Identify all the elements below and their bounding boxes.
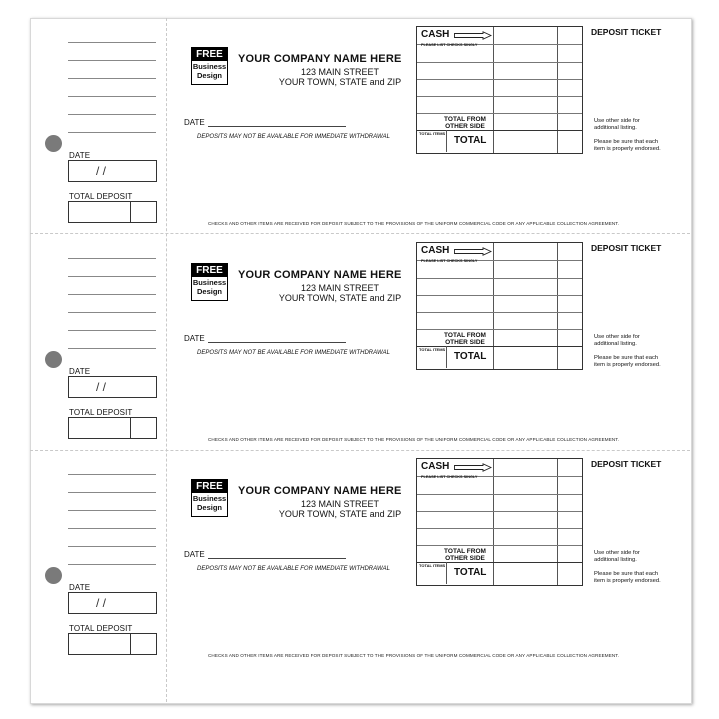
withdrawal-notice: DEPOSITS MAY NOT BE AVAILABLE FOR IMMEDIATE WITHDRAWAL bbox=[197, 134, 390, 140]
endorsement-note: Please be sure that each item is properly endorsed. bbox=[594, 139, 661, 152]
binder-hole bbox=[45, 135, 62, 152]
company-city-state-zip: YOUR TOWN, STATE and ZIP bbox=[278, 293, 402, 303]
stub-line[interactable] bbox=[68, 114, 156, 115]
total-items-label: TOTAL ITEMS bbox=[419, 563, 446, 568]
stub-total-deposit-field[interactable] bbox=[68, 417, 157, 439]
company-city-state-zip: YOUR TOWN, STATE and ZIP bbox=[278, 509, 402, 519]
stub-line[interactable] bbox=[68, 60, 156, 61]
legal-notice: CHECKS AND OTHER ITEMS ARE RECEIVED FOR DEPOSIT SUBJECT TO THE PROVISIONS OF THE UNIFORM COMMERCIAL CODE OR ANY APPLICABLE COLLECTION AGREEMENT. bbox=[208, 437, 620, 442]
company-street: 123 MAIN STREET bbox=[300, 283, 380, 293]
binder-hole bbox=[45, 351, 62, 368]
cash-label: CASH bbox=[421, 29, 450, 40]
company-name: YOUR COMPANY NAME HERE bbox=[238, 269, 402, 281]
deposit-ticket-title: DEPOSIT TICKET bbox=[591, 243, 662, 253]
arrow-right-icon bbox=[454, 463, 492, 472]
stub-line[interactable] bbox=[68, 258, 156, 259]
logo-business-design-text: Business Design bbox=[192, 494, 227, 512]
withdrawal-notice: DEPOSITS MAY NOT BE AVAILABLE FOR IMMEDIATE WITHDRAWAL bbox=[197, 566, 390, 572]
stub-total-deposit-label: TOTAL DEPOSIT bbox=[69, 408, 133, 417]
total-label: TOTAL bbox=[454, 135, 487, 146]
date-separator: / / bbox=[96, 380, 107, 394]
deposit-listing-grid bbox=[416, 242, 583, 370]
additional-listing-note: Use other side for additional listing. bbox=[594, 550, 640, 563]
stub-line[interactable] bbox=[68, 528, 156, 529]
total-items-label: TOTAL ITEMS bbox=[419, 347, 446, 352]
free-business-design-logo bbox=[191, 263, 228, 301]
date-label: DATE bbox=[184, 550, 205, 559]
binder-hole bbox=[45, 567, 62, 584]
stub-line[interactable] bbox=[68, 276, 156, 277]
cash-label: CASH bbox=[421, 461, 450, 472]
stub-date-field[interactable] bbox=[68, 592, 157, 614]
logo-free-text: FREE bbox=[192, 48, 227, 61]
withdrawal-notice: DEPOSITS MAY NOT BE AVAILABLE FOR IMMEDIATE WITHDRAWAL bbox=[197, 350, 390, 356]
date-label: DATE bbox=[184, 118, 205, 127]
stub-total-deposit-field[interactable] bbox=[68, 633, 157, 655]
legal-notice: CHECKS AND OTHER ITEMS ARE RECEIVED FOR DEPOSIT SUBJECT TO THE PROVISIONS OF THE UNIFORM COMMERCIAL CODE OR ANY APPLICABLE COLLECTION AGREEMENT. bbox=[208, 653, 620, 658]
arrow-right-icon bbox=[454, 31, 492, 40]
logo-business-design-text: Business Design bbox=[192, 278, 227, 296]
total-from-other-side-label: TOTAL FROM OTHER SIDE bbox=[444, 116, 486, 130]
total-from-other-side-label: TOTAL FROM OTHER SIDE bbox=[444, 332, 486, 346]
date-separator: / / bbox=[96, 596, 107, 610]
stub-line[interactable] bbox=[68, 132, 156, 133]
date-line[interactable] bbox=[208, 126, 346, 127]
company-street: 123 MAIN STREET bbox=[300, 67, 380, 77]
additional-listing-note: Use other side for additional listing. bbox=[594, 334, 640, 347]
date-label: DATE bbox=[184, 334, 205, 343]
logo-free-text: FREE bbox=[192, 480, 227, 493]
deposit-ticket-title: DEPOSIT TICKET bbox=[591, 27, 662, 37]
date-line[interactable] bbox=[208, 342, 346, 343]
cash-label: CASH bbox=[421, 245, 450, 256]
endorsement-note: Please be sure that each item is properly endorsed. bbox=[594, 571, 661, 584]
stub-line[interactable] bbox=[68, 96, 156, 97]
stub-date-label: DATE bbox=[69, 151, 91, 160]
total-items-label: TOTAL ITEMS bbox=[419, 131, 446, 136]
stub-line[interactable] bbox=[68, 348, 156, 349]
total-from-other-side-label: TOTAL FROM OTHER SIDE bbox=[444, 548, 486, 562]
deposit-ticket-title: DEPOSIT TICKET bbox=[591, 459, 662, 469]
stub-total-deposit-label: TOTAL DEPOSIT bbox=[69, 624, 133, 633]
stub-line[interactable] bbox=[68, 474, 156, 475]
deposit-ticket bbox=[30, 18, 690, 234]
company-street: 123 MAIN STREET bbox=[300, 499, 380, 509]
stub-line[interactable] bbox=[68, 546, 156, 547]
stub-date-field[interactable] bbox=[68, 376, 157, 398]
deposit-ticket bbox=[30, 450, 690, 666]
stub-line[interactable] bbox=[68, 294, 156, 295]
company-name: YOUR COMPANY NAME HERE bbox=[238, 53, 402, 65]
legal-notice: CHECKS AND OTHER ITEMS ARE RECEIVED FOR DEPOSIT SUBJECT TO THE PROVISIONS OF THE UNIFORM COMMERCIAL CODE OR ANY APPLICABLE COLLECTION AGREEMENT. bbox=[208, 221, 620, 226]
stub-line[interactable] bbox=[68, 564, 156, 565]
free-business-design-logo bbox=[191, 479, 228, 517]
deposit-listing-grid bbox=[416, 458, 583, 586]
stub-line[interactable] bbox=[68, 312, 156, 313]
stub-line[interactable] bbox=[68, 330, 156, 331]
stub-total-deposit-field[interactable] bbox=[68, 201, 157, 223]
stub-line[interactable] bbox=[68, 42, 156, 43]
date-separator: / / bbox=[96, 164, 107, 178]
date-line[interactable] bbox=[208, 558, 346, 559]
stub-total-deposit-label: TOTAL DEPOSIT bbox=[69, 192, 133, 201]
stub-date-field[interactable] bbox=[68, 160, 157, 182]
endorsement-note: Please be sure that each item is properly endorsed. bbox=[594, 355, 661, 368]
additional-listing-note: Use other side for additional listing. bbox=[594, 118, 640, 131]
free-business-design-logo bbox=[191, 47, 228, 85]
list-checks-note: PLEASE LIST CHECKS SINGLY bbox=[421, 475, 478, 479]
deposit-ticket bbox=[30, 234, 690, 450]
stub-line[interactable] bbox=[68, 510, 156, 511]
total-label: TOTAL bbox=[454, 351, 487, 362]
stub-date-label: DATE bbox=[69, 583, 91, 592]
logo-business-design-text: Business Design bbox=[192, 62, 227, 80]
stub-line[interactable] bbox=[68, 78, 156, 79]
stub-date-label: DATE bbox=[69, 367, 91, 376]
company-name: YOUR COMPANY NAME HERE bbox=[238, 485, 402, 497]
total-label: TOTAL bbox=[454, 567, 487, 578]
arrow-right-icon bbox=[454, 247, 492, 256]
company-city-state-zip: YOUR TOWN, STATE and ZIP bbox=[278, 77, 402, 87]
list-checks-note: PLEASE LIST CHECKS SINGLY bbox=[421, 43, 478, 47]
logo-free-text: FREE bbox=[192, 264, 227, 277]
list-checks-note: PLEASE LIST CHECKS SINGLY bbox=[421, 259, 478, 263]
stub-line[interactable] bbox=[68, 492, 156, 493]
deposit-listing-grid bbox=[416, 26, 583, 154]
